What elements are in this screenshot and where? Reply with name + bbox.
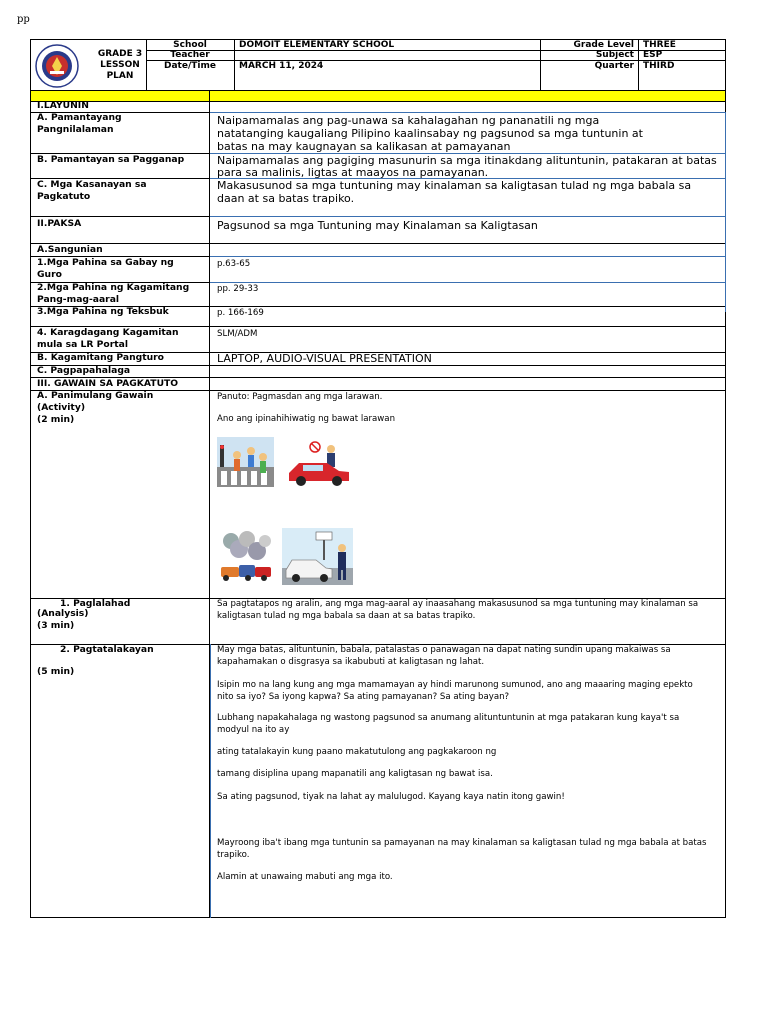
- quarter-label: Quarter: [594, 61, 634, 71]
- pagtatalakayan-p8: Alamin at unawaing mabuti ang mga ito.: [217, 872, 393, 882]
- pangturo-text: LAPTOP, AUDIO-VISUAL PRESENTATION: [217, 352, 432, 365]
- kagamitang-label: 2.Mga Pahina ng Kagamitang Pang-mag-aaral: [37, 282, 190, 305]
- pamantayang-text: Naipamamalas ang pag-unawa sa kahalagahan ng pananatili ng mga natatanging kaugaliang Pilipino kaalinsabay ng pagsunod sa mga tuntunin at batas na may kaugnayan sa kalikasan at pamayanan: [217, 114, 643, 153]
- teksbuk-text: p. 166-169: [217, 308, 264, 318]
- pagtatalakayan-p1: May mga batas, alituntunin, babala, patalastas o panawagan na dapat nating sundin upang makaiwas sa kapahamakan o disgrasya sa ikabubuti at kaligtasan ng lahat.: [217, 645, 671, 667]
- gabay-label: 1.Mga Pahina sa Gabay ng Guro: [37, 257, 174, 280]
- pagtatalakayan-p5: tamang disiplina upang mapanatili ang kaligtasan ng bawat isa.: [217, 769, 493, 779]
- pagganap-label: B. Pamantayan sa Pagganap: [37, 154, 185, 165]
- police-car-picture: [285, 439, 353, 487]
- grade-level-label: Grade Level: [573, 40, 634, 50]
- subject-value: ESP: [643, 50, 663, 60]
- karagdagang-text: SLM/ADM: [217, 329, 258, 339]
- paglalahad-label: 1. Paglalahad: [60, 598, 131, 609]
- paglalahad-time: (3 min): [37, 620, 75, 631]
- kasanayan-text: Makasusunod sa mga tuntuning may kinalaman sa kaligtasan tulad ng mga babala sa daan at sa batas trapiko.: [217, 179, 692, 205]
- pagtatalakayan-time: (5 min): [37, 666, 75, 677]
- teacher-label: Teacher: [170, 50, 210, 60]
- highlight-bar: [31, 91, 725, 101]
- school-label: School: [173, 40, 207, 50]
- paksa-label: II.PAKSA: [37, 218, 82, 229]
- panimulang-label: A. Panimulang Gawain (Activity): [37, 390, 154, 413]
- pagtatalakayan-label: 2. Pagtatalakayan: [60, 644, 154, 655]
- deped-logo: [35, 44, 79, 88]
- lesson-plan-header: [30, 39, 726, 91]
- date-value: MARCH 11, 2024: [239, 61, 324, 71]
- traffic-enforcer-picture: [282, 528, 353, 585]
- paglalahad-text: Sa pagtatapos ng aralin, ang mga mag-aaral ay inaasahang makasusunod sa mga tuntuning may kinalaman sa kaligtasan tulad ng mga babala sa daan at sa batas trapiko.: [217, 599, 699, 621]
- gabay-text: p.63-65: [217, 259, 251, 269]
- pagtatalakayan-p2: Isipin mo na lang kung ang mga mamamayan ay hindi marunong sumunod, ano ang maaaring maging epekto nito sa iyo? Sa iyong kapwa? Sa ating pamayanan? Sa ating bayan?: [217, 680, 693, 702]
- pagtatalakayan-p7: Mayroong iba't ibang mga tuntunin sa pamayanan na may kinalaman sa kaligtasan tulad ng mga babala at batas trapiko.: [217, 838, 707, 860]
- pangturo-label: B. Kagamitang Pangturo: [37, 352, 164, 363]
- grade-level-value: THREE: [643, 40, 676, 50]
- quarter-value: THIRD: [643, 61, 675, 71]
- pagganap-text: Naipamamalas ang pagiging masunurin sa mga itinakdang alituntunin, patakaran at batas para sa malinis, ligtas at maayos na pamayanan.: [217, 154, 717, 179]
- pagtatalakayan-p4: ating tatalakayin kung paano makatutulong ang pagkakaroon ng: [217, 747, 497, 757]
- pamantayang-label: A. Pamantayang Pangnilalaman: [37, 112, 122, 135]
- karagdagang-label: 4. Karagdagang Kagamitan mula sa LR Portal: [37, 327, 179, 350]
- kasanayan-label: C. Mga Kasanayan sa Pagkatuto: [37, 179, 147, 202]
- panuto-text: Panuto: Pagmasdan ang mga larawan.: [217, 392, 383, 402]
- paksa-text: Pagsunod sa mga Tuntuning may Kinalaman sa Kaligtasan: [217, 219, 538, 232]
- pagtatalakayan-p6: Sa ating pagsunod, tiyak na lahat ay malulugod. Kayang kaya natin itong gawin!: [217, 792, 565, 802]
- page-marker: pp: [17, 14, 30, 25]
- kagamitang-text: pp. 29-33: [217, 284, 259, 294]
- date-time-label: Date/Time: [164, 61, 216, 71]
- pagpapahalaga-label: C. Pagpapahalaga: [37, 365, 131, 376]
- vehicle-smoke-picture: [217, 527, 275, 585]
- subject-label: Subject: [595, 50, 634, 60]
- school-value: DOMOIT ELEMENTARY SCHOOL: [239, 40, 395, 50]
- paglalahad-sub: (Analysis): [37, 608, 89, 619]
- layunin-heading: I.LAYUNIN: [37, 100, 89, 111]
- sangunian-heading: A.Sangunian: [37, 244, 103, 255]
- pedestrian-crossing-picture: [217, 437, 274, 487]
- gawain-heading: III. GAWAIN SA PAGKATUTO: [37, 378, 179, 389]
- ano-text: Ano ang ipinahihiwatig ng bawat larawan: [217, 414, 396, 424]
- teksbuk-label: 3.Mga Pahina ng Teksbuk: [37, 306, 169, 317]
- pagtatalakayan-p3: Lubhang napakahalaga ng wastong pagsunod sa anumang alituntuntunin at mga patakaran kung kaya't sa modyul na ito ay: [217, 713, 680, 735]
- grade-lesson-plan: GRADE 3 LESSON PLAN: [97, 49, 143, 81]
- panimulang-time: (2 min): [37, 414, 75, 425]
